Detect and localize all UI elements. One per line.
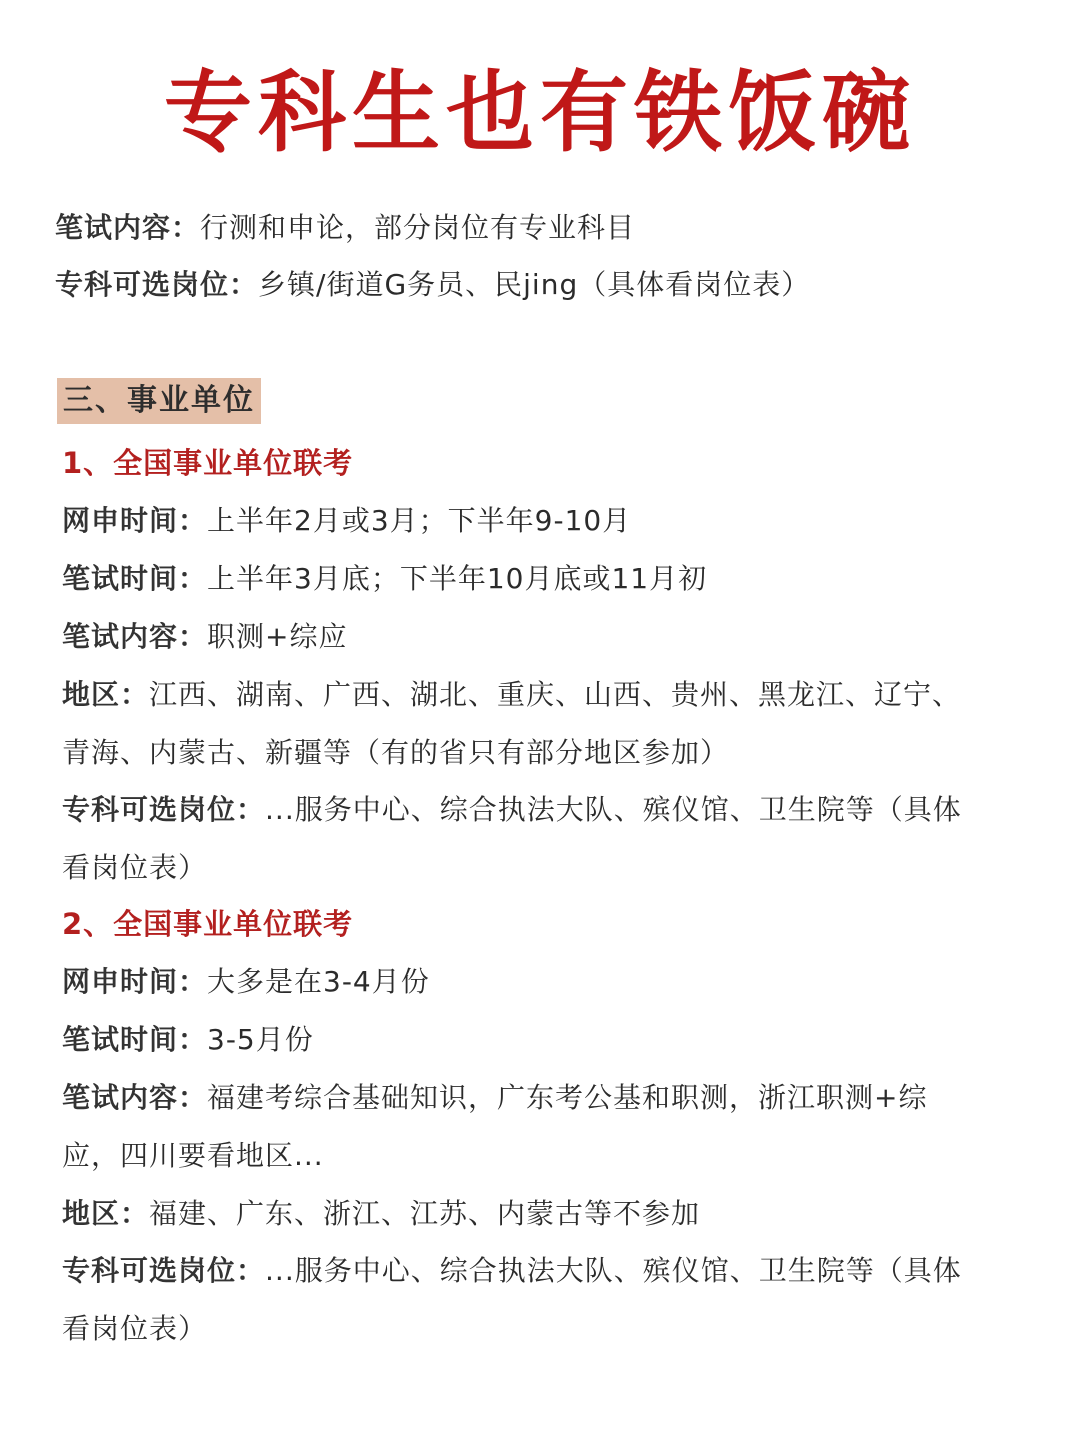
intro-exam-content-value: 行测和申论，部分岗位有专业科目 <box>200 211 636 244</box>
exam2-written-content <box>62 1080 1037 1116</box>
exam2-heading: 2、全国事业单位联考 <box>62 907 354 941</box>
exam1-apply-time <box>62 503 1037 539</box>
exam1-apply-label: 网申时间： <box>62 504 208 537</box>
exam2-region <box>62 1196 1037 1232</box>
exam1-written-content-value: 职测+综应 <box>207 620 348 653</box>
intro-positions <box>55 267 1030 303</box>
intro-exam-content-label: 笔试内容： <box>55 211 201 244</box>
intro-positions-value: 乡镇/街道G务员、民jing（具体看岗位表） <box>258 268 811 301</box>
section-heading: 三、事业单位 <box>57 378 261 424</box>
exam2-region-value: 福建、广东、浙江、江苏、内蒙古等不参加 <box>149 1197 701 1230</box>
exam1-written-time-value: 上半年3月底；下半年10月底或11月初 <box>207 562 708 595</box>
exam1-written-content <box>62 619 1037 655</box>
exam1-written-time <box>62 561 1037 597</box>
intro-exam-content <box>55 210 1030 246</box>
exam2-written-content-label: 笔试内容： <box>62 1081 208 1114</box>
exam1-region <box>62 677 1037 713</box>
exam2-apply-value: 大多是在3-4月份 <box>207 965 430 998</box>
exam1-heading: 1、全国事业单位联考 <box>62 446 354 480</box>
exam2-apply-time <box>62 964 1037 1000</box>
page-title: 专科生也有铁饭碗 <box>163 61 916 164</box>
exam1-positions-value-1: ...服务中心、综合执法大队、殡仪馆、卫生院等（具体 <box>265 793 962 826</box>
exam2-region-label: 地区： <box>62 1197 150 1230</box>
exam2-positions-value-1: ...服务中心、综合执法大队、殡仪馆、卫生院等（具体 <box>265 1254 962 1287</box>
exam1-region-label: 地区： <box>62 678 150 711</box>
exam1-region-cont <box>62 735 1037 771</box>
exam1-positions-value-2: 看岗位表） <box>62 851 208 884</box>
exam1-positions <box>62 792 1037 828</box>
exam2-written-content-value-1: 福建考综合基础知识，广东考公基和职测，浙江职测+综 <box>207 1081 928 1114</box>
intro-positions-label: 专科可选岗位： <box>55 268 259 301</box>
exam1-written-content-label: 笔试内容： <box>62 620 208 653</box>
exam1-apply-value: 上半年2月或3月；下半年9-10月 <box>207 504 632 537</box>
exam2-positions-value-2: 看岗位表） <box>62 1312 208 1345</box>
exam2-written-time-value: 3-5月份 <box>207 1023 314 1056</box>
exam2-written-time <box>62 1022 1037 1058</box>
exam2-apply-label: 网申时间： <box>62 965 208 998</box>
exam1-region-value-1: 江西、湖南、广西、湖北、重庆、山西、贵州、黑龙江、辽宁、 <box>149 678 962 711</box>
exam1-region-value-2: 青海、内蒙古、新疆等（有的省只有部分地区参加） <box>62 736 730 769</box>
exam1-positions-cont <box>62 850 1037 886</box>
exam2-positions <box>62 1253 1037 1289</box>
exam2-written-content-value-2: 应，四川要看地区... <box>62 1139 324 1172</box>
exam2-positions-label: 专科可选岗位： <box>62 1254 266 1287</box>
exam2-written-content-cont <box>62 1138 1037 1174</box>
exam2-positions-cont <box>62 1311 1037 1347</box>
exam1-written-time-label: 笔试时间： <box>62 562 208 595</box>
exam2-written-time-label: 笔试时间： <box>62 1023 208 1056</box>
exam1-positions-label: 专科可选岗位： <box>62 793 266 826</box>
